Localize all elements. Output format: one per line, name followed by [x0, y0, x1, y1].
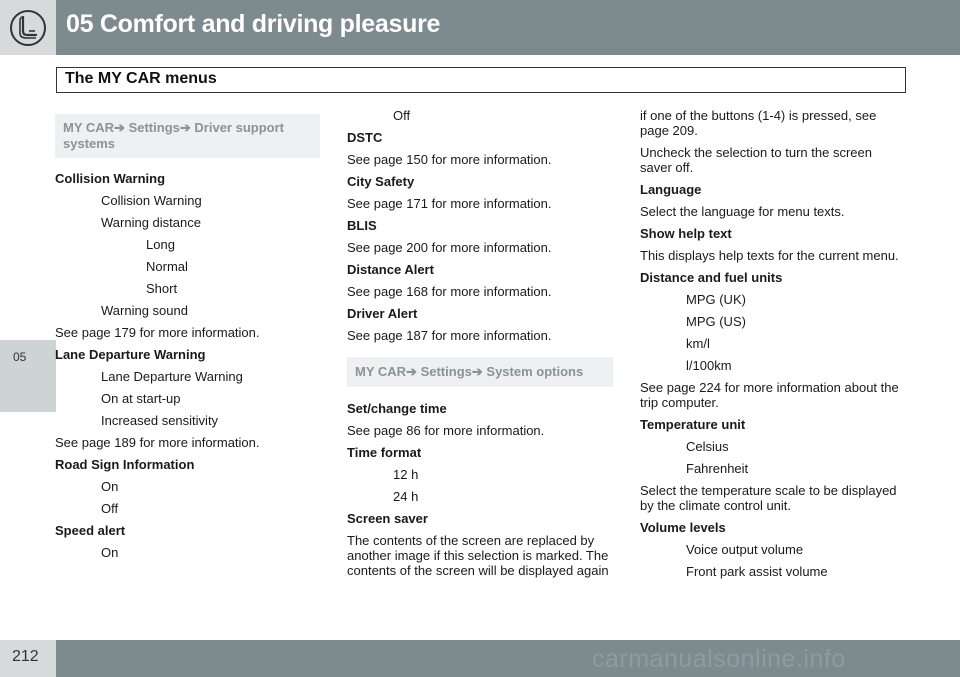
column-1 [55, 108, 320, 567]
chapter-icon-box [0, 0, 56, 55]
section-header [56, 67, 906, 93]
list-item: MPG (UK) [686, 292, 746, 307]
list-item: Voice output volume [686, 542, 804, 557]
page-reference: See page 171 for more information. [347, 196, 552, 211]
list-item: MPG (US) [686, 314, 746, 329]
driver-alert-heading: Driver Alert [347, 306, 418, 321]
page-reference: See page 86 for more information. [347, 423, 545, 438]
menu-path-item: MY CAR [63, 120, 115, 135]
list-item: Off [393, 108, 411, 123]
chapter-title: 05 Comfort and driving pleasure [66, 10, 441, 38]
chapter-tab-label: 05 [13, 350, 27, 364]
column-2 [347, 108, 613, 585]
screen-saver-heading: Screen saver [347, 511, 428, 526]
uncheck-text: Uncheck the selection to turn the screen saver off. [640, 145, 872, 175]
list-item: Lane Departure Warning [101, 369, 243, 384]
column-3 [640, 108, 905, 586]
menu-path-item: Settings [420, 364, 472, 379]
road-sign-heading: Road Sign Information [55, 457, 195, 472]
page-reference: See page 168 for more information. [347, 284, 552, 299]
arrow-right-icon: ➔ [471, 364, 483, 379]
units-heading: Distance and fuel units [640, 270, 783, 285]
list-item: Celsius [686, 439, 729, 454]
watermark: carmanualsonline.info [592, 645, 846, 673]
help-text-body: This displays help texts for the current menu. [640, 248, 899, 263]
list-item: On [101, 545, 119, 560]
list-item: On at start-up [101, 391, 181, 406]
list-item: Fahrenheit [686, 461, 749, 476]
speed-alert-heading: Speed alert [55, 523, 126, 538]
temperature-text: Select the temperature scale to be displayed by the climate control unit. [640, 483, 897, 513]
seat-icon [9, 9, 47, 47]
list-item: Collision Warning [101, 193, 202, 208]
menu-path-item: MY CAR [355, 364, 407, 379]
page-reference: See page 150 for more information. [347, 152, 552, 167]
list-item: l/100km [686, 358, 732, 373]
list-item: Front park assist volume [686, 564, 828, 579]
language-heading: Language [640, 182, 702, 197]
page-reference: See page 187 for more information. [347, 328, 552, 343]
section-title: The MY CAR menus [65, 70, 217, 87]
menu-path-driver-support [55, 114, 320, 158]
page-number: 212 [12, 648, 39, 665]
list-item: Long [146, 237, 175, 252]
page-reference: See page 189 for more information. [55, 435, 260, 450]
list-item: 24 h [393, 489, 419, 504]
screen-saver-text-cont: if one of the buttons (1-4) is pressed, see page 209. [640, 108, 877, 138]
collision-warning-heading: Collision Warning [55, 171, 166, 186]
list-item: km/l [686, 336, 710, 351]
help-text-heading: Show help text [640, 226, 732, 241]
menu-path-system-options [347, 357, 613, 387]
blis-heading: BLIS [347, 218, 377, 233]
dstc-heading: DSTC [347, 130, 383, 145]
arrow-right-icon: ➔ [406, 364, 417, 379]
list-item: Warning sound [101, 303, 188, 318]
lane-departure-heading: Lane Departure Warning [55, 347, 206, 362]
menu-path-item: System options [486, 364, 584, 379]
distance-alert-heading: Distance Alert [347, 262, 434, 277]
city-safety-heading: City Safety [347, 174, 415, 189]
temperature-heading: Temperature unit [640, 417, 746, 432]
arrow-right-icon: ➔ [114, 120, 125, 135]
time-format-heading: Time format [347, 445, 422, 460]
list-item: Warning distance [101, 215, 201, 230]
list-item: 12 h [393, 467, 419, 482]
list-item: On [101, 479, 119, 494]
page-reference: See page 200 for more information. [347, 240, 552, 255]
screen-saver-text: The contents of the screen are replaced by another image if this selection is marked. The contents of the screen will be displayed again [347, 533, 609, 578]
page-reference: See page 179 for more information. [55, 325, 260, 340]
menu-path-item: Settings [128, 120, 180, 135]
set-time-heading: Set/change time [347, 401, 447, 416]
list-item: Increased sensitivity [101, 413, 219, 428]
list-item: Short [146, 281, 178, 296]
list-item: Normal [146, 259, 188, 274]
menu-path-item: Driver support systems [63, 120, 284, 151]
page-reference: See page 224 for more information about the trip computer. [640, 380, 899, 410]
language-text: Select the language for menu texts. [640, 204, 845, 219]
volume-heading: Volume levels [640, 520, 726, 535]
list-item: Off [101, 501, 119, 516]
chapter-tab [0, 340, 56, 412]
arrow-right-icon: ➔ [179, 120, 191, 135]
